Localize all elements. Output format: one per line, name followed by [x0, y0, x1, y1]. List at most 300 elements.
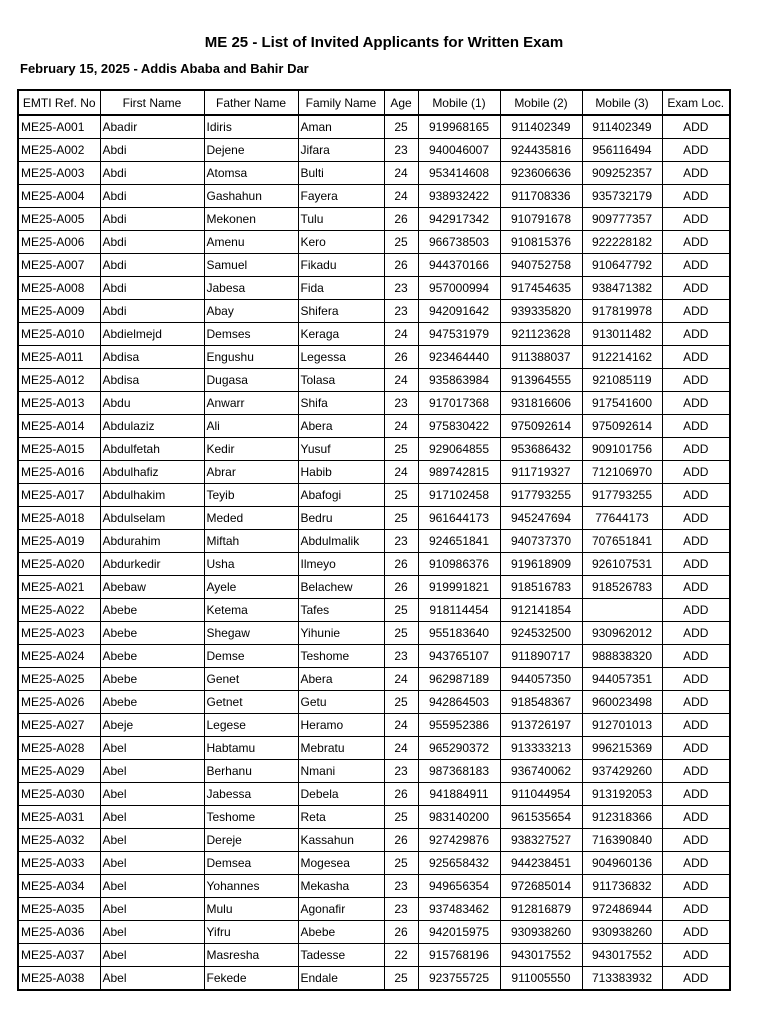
ref-no-cell: ME25-A002 [18, 139, 100, 162]
age-cell: 24 [384, 162, 418, 185]
mobile-3-cell: 912701013 [582, 714, 662, 737]
mobile-2-cell: 918548367 [500, 691, 582, 714]
family-name-cell: Ilmeyo [298, 553, 384, 576]
first-name-cell: Abebe [100, 691, 204, 714]
first-name-cell: Abdi [100, 162, 204, 185]
first-name-cell: Abdisa [100, 346, 204, 369]
ref-no-cell: ME25-A008 [18, 277, 100, 300]
ref-no-cell: ME25-A004 [18, 185, 100, 208]
exam-location-cell: ADD [662, 507, 730, 530]
mobile-1-cell: 910986376 [418, 553, 500, 576]
mobile-3-cell: 988838320 [582, 645, 662, 668]
mobile-1-cell: 917102458 [418, 484, 500, 507]
father-name-cell: Jabessa [204, 783, 298, 806]
mobile-2-cell: 912816879 [500, 898, 582, 921]
mobile-1-cell: 941884911 [418, 783, 500, 806]
ref-no-cell: ME25-A025 [18, 668, 100, 691]
father-name-cell: Habtamu [204, 737, 298, 760]
mobile-3-cell: 917793255 [582, 484, 662, 507]
father-name-cell: Abrar [204, 461, 298, 484]
mobile-1-cell: 955952386 [418, 714, 500, 737]
mobile-3-cell: 911736832 [582, 875, 662, 898]
table-row [18, 277, 730, 300]
father-name-cell: Mulu [204, 898, 298, 921]
ref-no-cell: ME25-A026 [18, 691, 100, 714]
table-row [18, 829, 730, 852]
mobile-2-cell: 924435816 [500, 139, 582, 162]
family-name-cell: Agonafir [298, 898, 384, 921]
first-name-cell: Abdulfetah [100, 438, 204, 461]
first-name-cell: Abebaw [100, 576, 204, 599]
mobile-3-cell [582, 599, 662, 622]
family-name-cell: Reta [298, 806, 384, 829]
family-name-cell: Kassahun [298, 829, 384, 852]
father-name-cell: Ali [204, 415, 298, 438]
mobile-2-cell: 919618909 [500, 553, 582, 576]
table-row [18, 967, 730, 991]
exam-location-cell: ADD [662, 277, 730, 300]
age-cell: 24 [384, 737, 418, 760]
column-header-mobile-1: Mobile (1) [418, 90, 500, 115]
family-name-cell: Belachew [298, 576, 384, 599]
exam-location-cell: ADD [662, 369, 730, 392]
age-cell: 26 [384, 208, 418, 231]
first-name-cell: Abdu [100, 392, 204, 415]
mobile-3-cell: 943017552 [582, 944, 662, 967]
father-name-cell: Demse [204, 645, 298, 668]
mobile-1-cell: 915768196 [418, 944, 500, 967]
ref-no-cell: ME25-A011 [18, 346, 100, 369]
mobile-2-cell: 945247694 [500, 507, 582, 530]
father-name-cell: Gashahun [204, 185, 298, 208]
mobile-1-cell: 987368183 [418, 760, 500, 783]
family-name-cell: Nmani [298, 760, 384, 783]
table-row [18, 346, 730, 369]
mobile-2-cell: 913333213 [500, 737, 582, 760]
father-name-cell: Teshome [204, 806, 298, 829]
mobile-2-cell: 939335820 [500, 300, 582, 323]
table-row [18, 599, 730, 622]
exam-location-cell: ADD [662, 852, 730, 875]
father-name-cell: Jabesa [204, 277, 298, 300]
column-header-mobile-3: Mobile (3) [582, 90, 662, 115]
family-name-cell: Tadesse [298, 944, 384, 967]
exam-location-cell: ADD [662, 346, 730, 369]
ref-no-cell: ME25-A022 [18, 599, 100, 622]
first-name-cell: Abel [100, 898, 204, 921]
father-name-cell: Yifru [204, 921, 298, 944]
father-name-cell: Genet [204, 668, 298, 691]
ref-no-cell: ME25-A014 [18, 415, 100, 438]
mobile-2-cell: 911402349 [500, 115, 582, 139]
first-name-cell: Abdulhafiz [100, 461, 204, 484]
table-row [18, 921, 730, 944]
first-name-cell: Abdi [100, 185, 204, 208]
family-name-cell: Mogesea [298, 852, 384, 875]
father-name-cell: Dugasa [204, 369, 298, 392]
age-cell: 26 [384, 346, 418, 369]
age-cell: 25 [384, 967, 418, 991]
mobile-2-cell: 921123628 [500, 323, 582, 346]
mobile-3-cell: 938471382 [582, 277, 662, 300]
ref-no-cell: ME25-A019 [18, 530, 100, 553]
father-name-cell: Miftah [204, 530, 298, 553]
father-name-cell: Mekonen [204, 208, 298, 231]
mobile-3-cell: 944057351 [582, 668, 662, 691]
table-row [18, 783, 730, 806]
mobile-3-cell: 918526783 [582, 576, 662, 599]
exam-location-cell: ADD [662, 415, 730, 438]
mobile-2-cell: 910791678 [500, 208, 582, 231]
first-name-cell: Abdisa [100, 369, 204, 392]
father-name-cell: Getnet [204, 691, 298, 714]
exam-location-cell: ADD [662, 829, 730, 852]
mobile-1-cell: 923464440 [418, 346, 500, 369]
table-row [18, 507, 730, 530]
age-cell: 25 [384, 852, 418, 875]
table-row [18, 737, 730, 760]
mobile-3-cell: 917819978 [582, 300, 662, 323]
father-name-cell: Atomsa [204, 162, 298, 185]
ref-no-cell: ME25-A035 [18, 898, 100, 921]
mobile-1-cell: 942864503 [418, 691, 500, 714]
ref-no-cell: ME25-A017 [18, 484, 100, 507]
mobile-1-cell: 924651841 [418, 530, 500, 553]
family-name-cell: Bedru [298, 507, 384, 530]
document-subtitle: February 15, 2025 - Addis Ababa and Bahir Dar [20, 61, 309, 76]
age-cell: 25 [384, 691, 418, 714]
exam-location-cell: ADD [662, 645, 730, 668]
father-name-cell: Berhanu [204, 760, 298, 783]
mobile-3-cell: 909252357 [582, 162, 662, 185]
mobile-3-cell: 912318366 [582, 806, 662, 829]
mobile-3-cell: 972486944 [582, 898, 662, 921]
ref-no-cell: ME25-A009 [18, 300, 100, 323]
table-header-row [18, 90, 730, 115]
mobile-3-cell: 712106970 [582, 461, 662, 484]
mobile-2-cell: 936740062 [500, 760, 582, 783]
ref-no-cell: ME25-A007 [18, 254, 100, 277]
exam-location-cell: ADD [662, 921, 730, 944]
ref-no-cell: ME25-A034 [18, 875, 100, 898]
first-name-cell: Abdi [100, 254, 204, 277]
mobile-3-cell: 912214162 [582, 346, 662, 369]
ref-no-cell: ME25-A021 [18, 576, 100, 599]
exam-location-cell: ADD [662, 530, 730, 553]
first-name-cell: Abdielmejd [100, 323, 204, 346]
applicants-table [17, 89, 731, 991]
mobile-1-cell: 957000994 [418, 277, 500, 300]
first-name-cell: Abdurkedir [100, 553, 204, 576]
table-row [18, 852, 730, 875]
family-name-cell: Mekasha [298, 875, 384, 898]
age-cell: 23 [384, 530, 418, 553]
mobile-2-cell: 944057350 [500, 668, 582, 691]
first-name-cell: Abdi [100, 139, 204, 162]
family-name-cell: Bulti [298, 162, 384, 185]
mobile-1-cell: 935863984 [418, 369, 500, 392]
mobile-2-cell: 911388037 [500, 346, 582, 369]
first-name-cell: Abel [100, 737, 204, 760]
table-row [18, 323, 730, 346]
mobile-2-cell: 940752758 [500, 254, 582, 277]
father-name-cell: Dereje [204, 829, 298, 852]
table-row [18, 760, 730, 783]
family-name-cell: Legessa [298, 346, 384, 369]
ref-no-cell: ME25-A001 [18, 115, 100, 139]
family-name-cell: Mebratu [298, 737, 384, 760]
exam-location-cell: ADD [662, 737, 730, 760]
column-header-father-name: Father Name [204, 90, 298, 115]
first-name-cell: Abel [100, 875, 204, 898]
mobile-3-cell: 935732179 [582, 185, 662, 208]
mobile-1-cell: 944370166 [418, 254, 500, 277]
family-name-cell: Tafes [298, 599, 384, 622]
father-name-cell: Anwarr [204, 392, 298, 415]
table-row [18, 115, 730, 139]
mobile-2-cell: 938327527 [500, 829, 582, 852]
father-name-cell: Usha [204, 553, 298, 576]
ref-no-cell: ME25-A037 [18, 944, 100, 967]
table-row [18, 139, 730, 162]
ref-no-cell: ME25-A024 [18, 645, 100, 668]
mobile-2-cell: 911890717 [500, 645, 582, 668]
mobile-1-cell: 919991821 [418, 576, 500, 599]
ref-no-cell: ME25-A029 [18, 760, 100, 783]
mobile-2-cell: 911708336 [500, 185, 582, 208]
mobile-2-cell: 911005550 [500, 967, 582, 991]
first-name-cell: Abebe [100, 622, 204, 645]
mobile-2-cell: 975092614 [500, 415, 582, 438]
ref-no-cell: ME25-A031 [18, 806, 100, 829]
family-name-cell: Yihunie [298, 622, 384, 645]
exam-location-cell: ADD [662, 622, 730, 645]
father-name-cell: Idiris [204, 115, 298, 139]
first-name-cell: Abel [100, 829, 204, 852]
exam-location-cell: ADD [662, 967, 730, 991]
first-name-cell: Abebe [100, 668, 204, 691]
ref-no-cell: ME25-A006 [18, 231, 100, 254]
mobile-2-cell: 910815376 [500, 231, 582, 254]
family-name-cell: Getu [298, 691, 384, 714]
mobile-3-cell: 975092614 [582, 415, 662, 438]
mobile-3-cell: 937429260 [582, 760, 662, 783]
mobile-1-cell: 917017368 [418, 392, 500, 415]
age-cell: 23 [384, 277, 418, 300]
table-row [18, 576, 730, 599]
age-cell: 25 [384, 115, 418, 139]
family-name-cell: Abdulmalik [298, 530, 384, 553]
mobile-3-cell: 716390840 [582, 829, 662, 852]
ref-no-cell: ME25-A020 [18, 553, 100, 576]
family-name-cell: Aman [298, 115, 384, 139]
mobile-1-cell: 983140200 [418, 806, 500, 829]
mobile-3-cell: 913192053 [582, 783, 662, 806]
mobile-3-cell: 926107531 [582, 553, 662, 576]
first-name-cell: Abdi [100, 300, 204, 323]
mobile-2-cell: 931816606 [500, 392, 582, 415]
first-name-cell: Abdulhakim [100, 484, 204, 507]
table-row [18, 254, 730, 277]
column-header-first-name: First Name [100, 90, 204, 115]
mobile-3-cell: 930962012 [582, 622, 662, 645]
first-name-cell: Abel [100, 783, 204, 806]
table-row [18, 691, 730, 714]
mobile-3-cell: 713383932 [582, 967, 662, 991]
family-name-cell: Habib [298, 461, 384, 484]
first-name-cell: Abdi [100, 208, 204, 231]
father-name-cell: Demsea [204, 852, 298, 875]
mobile-2-cell: 953686432 [500, 438, 582, 461]
age-cell: 25 [384, 599, 418, 622]
exam-location-cell: ADD [662, 714, 730, 737]
mobile-3-cell: 922228182 [582, 231, 662, 254]
mobile-1-cell: 965290372 [418, 737, 500, 760]
mobile-1-cell: 975830422 [418, 415, 500, 438]
family-name-cell: Yusuf [298, 438, 384, 461]
table-row [18, 553, 730, 576]
ref-no-cell: ME25-A028 [18, 737, 100, 760]
mobile-2-cell: 961535654 [500, 806, 582, 829]
father-name-cell: Demses [204, 323, 298, 346]
family-name-cell: Heramo [298, 714, 384, 737]
father-name-cell: Engushu [204, 346, 298, 369]
exam-location-cell: ADD [662, 898, 730, 921]
first-name-cell: Abel [100, 760, 204, 783]
family-name-cell: Fayera [298, 185, 384, 208]
exam-location-cell: ADD [662, 944, 730, 967]
mobile-3-cell: 956116494 [582, 139, 662, 162]
family-name-cell: Debela [298, 783, 384, 806]
age-cell: 25 [384, 438, 418, 461]
age-cell: 25 [384, 806, 418, 829]
mobile-2-cell: 913964555 [500, 369, 582, 392]
father-name-cell: Yohannes [204, 875, 298, 898]
family-name-cell: Abafogi [298, 484, 384, 507]
age-cell: 24 [384, 415, 418, 438]
mobile-1-cell: 937483462 [418, 898, 500, 921]
mobile-3-cell: 913011482 [582, 323, 662, 346]
first-name-cell: Abeje [100, 714, 204, 737]
table-body [18, 115, 730, 990]
family-name-cell: Fida [298, 277, 384, 300]
age-cell: 23 [384, 392, 418, 415]
first-name-cell: Abel [100, 944, 204, 967]
ref-no-cell: ME25-A015 [18, 438, 100, 461]
father-name-cell: Meded [204, 507, 298, 530]
table-row [18, 875, 730, 898]
mobile-3-cell: 921085119 [582, 369, 662, 392]
family-name-cell: Abera [298, 668, 384, 691]
family-name-cell: Endale [298, 967, 384, 991]
mobile-2-cell: 913726197 [500, 714, 582, 737]
family-name-cell: Kero [298, 231, 384, 254]
mobile-2-cell: 912141854 [500, 599, 582, 622]
age-cell: 26 [384, 576, 418, 599]
age-cell: 26 [384, 254, 418, 277]
mobile-2-cell: 940737370 [500, 530, 582, 553]
family-name-cell: Abera [298, 415, 384, 438]
ref-no-cell: ME25-A005 [18, 208, 100, 231]
exam-location-cell: ADD [662, 438, 730, 461]
mobile-3-cell: 911402349 [582, 115, 662, 139]
mobile-3-cell: 77644173 [582, 507, 662, 530]
mobile-2-cell: 917793255 [500, 484, 582, 507]
exam-location-cell: ADD [662, 392, 730, 415]
document-title: ME 25 - List of Invited Applicants for Written Exam [204, 34, 564, 51]
first-name-cell: Abadir [100, 115, 204, 139]
exam-location-cell: ADD [662, 760, 730, 783]
mobile-3-cell: 960023498 [582, 691, 662, 714]
mobile-1-cell: 942917342 [418, 208, 500, 231]
age-cell: 26 [384, 783, 418, 806]
family-name-cell: Fikadu [298, 254, 384, 277]
exam-location-cell: ADD [662, 806, 730, 829]
mobile-1-cell: 942091642 [418, 300, 500, 323]
father-name-cell: Masresha [204, 944, 298, 967]
mobile-3-cell: 909777357 [582, 208, 662, 231]
age-cell: 23 [384, 760, 418, 783]
column-header-age: Age [384, 90, 418, 115]
table-row [18, 668, 730, 691]
ref-no-cell: ME25-A012 [18, 369, 100, 392]
first-name-cell: Abebe [100, 645, 204, 668]
exam-location-cell: ADD [662, 300, 730, 323]
table-row [18, 392, 730, 415]
exam-location-cell: ADD [662, 576, 730, 599]
table-row [18, 415, 730, 438]
table-row [18, 645, 730, 668]
column-header-ref-no: EMTI Ref. No [18, 90, 100, 115]
mobile-2-cell: 924532500 [500, 622, 582, 645]
mobile-1-cell: 919968165 [418, 115, 500, 139]
age-cell: 24 [384, 323, 418, 346]
father-name-cell: Amenu [204, 231, 298, 254]
ref-no-cell: ME25-A013 [18, 392, 100, 415]
father-name-cell: Samuel [204, 254, 298, 277]
age-cell: 26 [384, 921, 418, 944]
table-row [18, 898, 730, 921]
table-row [18, 438, 730, 461]
table-row [18, 714, 730, 737]
exam-location-cell: ADD [662, 139, 730, 162]
mobile-3-cell: 904960136 [582, 852, 662, 875]
age-cell: 23 [384, 898, 418, 921]
mobile-2-cell: 972685014 [500, 875, 582, 898]
family-name-cell: Tolasa [298, 369, 384, 392]
mobile-1-cell: 961644173 [418, 507, 500, 530]
exam-location-cell: ADD [662, 484, 730, 507]
table-row [18, 484, 730, 507]
table-row [18, 162, 730, 185]
first-name-cell: Abdulaziz [100, 415, 204, 438]
ref-no-cell: ME25-A016 [18, 461, 100, 484]
age-cell: 26 [384, 553, 418, 576]
table-row [18, 300, 730, 323]
exam-location-cell: ADD [662, 162, 730, 185]
exam-location-cell: ADD [662, 208, 730, 231]
father-name-cell: Kedir [204, 438, 298, 461]
table-row [18, 806, 730, 829]
mobile-2-cell: 918516783 [500, 576, 582, 599]
mobile-1-cell: 953414608 [418, 162, 500, 185]
ref-no-cell: ME25-A010 [18, 323, 100, 346]
table-row [18, 622, 730, 645]
ref-no-cell: ME25-A036 [18, 921, 100, 944]
mobile-3-cell: 996215369 [582, 737, 662, 760]
father-name-cell: Fekede [204, 967, 298, 991]
mobile-2-cell: 917454635 [500, 277, 582, 300]
